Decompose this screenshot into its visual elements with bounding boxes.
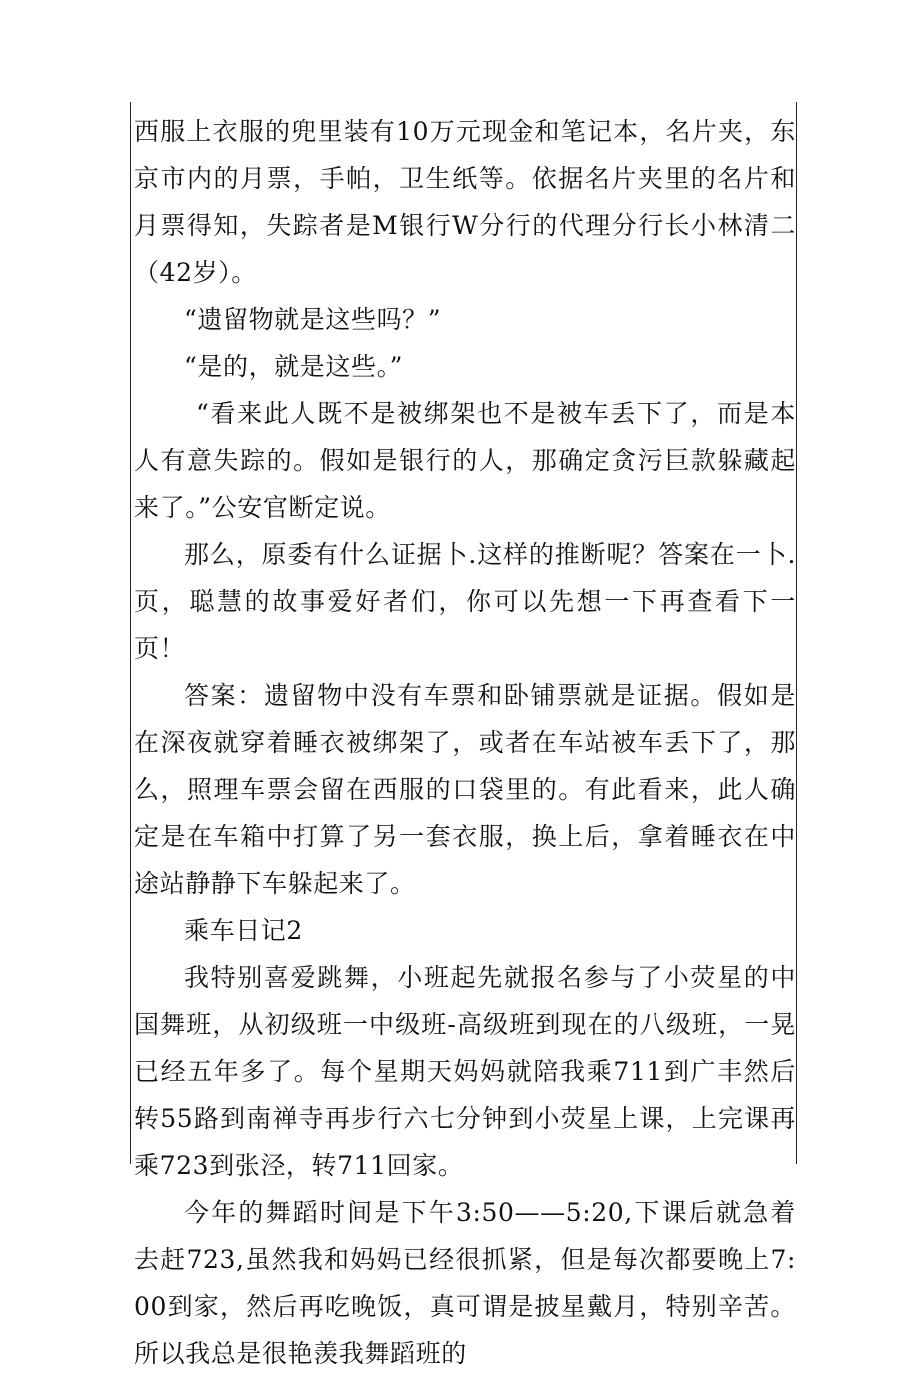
paragraph-1: 西服上衣服的兜里装有10万元现金和笔记本，名片夹，东京市内的月票，手帕，卫生纸等。依据名片夹里的名片和月票得知，失踪者是M银行W分行的代理分行长小林清二（42岁）。 [134,117,796,287]
document-body [134,108,796,1377]
paragraph-5: 那么，原委有什么证据卜.这样的推断呢？答案在一卜.页，聪慧的故事爱好者们，你可以先想一下再查看下一页！ [134,540,796,663]
right-border-line [796,102,797,1164]
left-border-line [130,102,131,1164]
paragraph-6: 答案：遗留物中没有车票和卧铺票就是证据。假如是在深夜就穿着睡衣被绑架了，或者在车站被车丢下了，那么，照理车票会留在西服的口袋里的。有此看来，此人确定是在车箱中打算了另一套衣服，换上后，拿着睡衣在中途站静静下车躲起来了。 [134,681,796,898]
paragraph-4: “看来此人既不是被绑架也不是被车丢下了，而是本人有意失踪的。假如是银行的人，那确定贪污巨款躲藏起来了。”公安官断定说。 [134,399,796,522]
paragraph-3: “是的，就是这些。” [184,352,404,381]
paragraph-7: 我特别喜爱跳舞，小班起先就报名参与了小荧星的中国舞班，从初级班一中级班-高级班到现在的八级班，一晃已经五年多了。每个星期天妈妈就陪我乘711到广丰然后转55路到南禅寺再步行六七分钟到小荧星上课，上完课再乘723到张泾，转711回家。 [134,963,796,1180]
section-heading: 乘车日记2 [184,916,303,945]
paragraph-2: “遗留物就是这些吗？” [184,305,442,334]
paragraph-8: 今年的舞蹈时间是下午3:50——5:20,下课后就急着去赶723,虽然我和妈妈已经很抓紧，但是每次都要晚上7:00到家，然后再吃晚饭，真可谓是披星戴月，特别辛苦。所以我总是很艳羡我舞蹈班的 [134,1198,796,1368]
